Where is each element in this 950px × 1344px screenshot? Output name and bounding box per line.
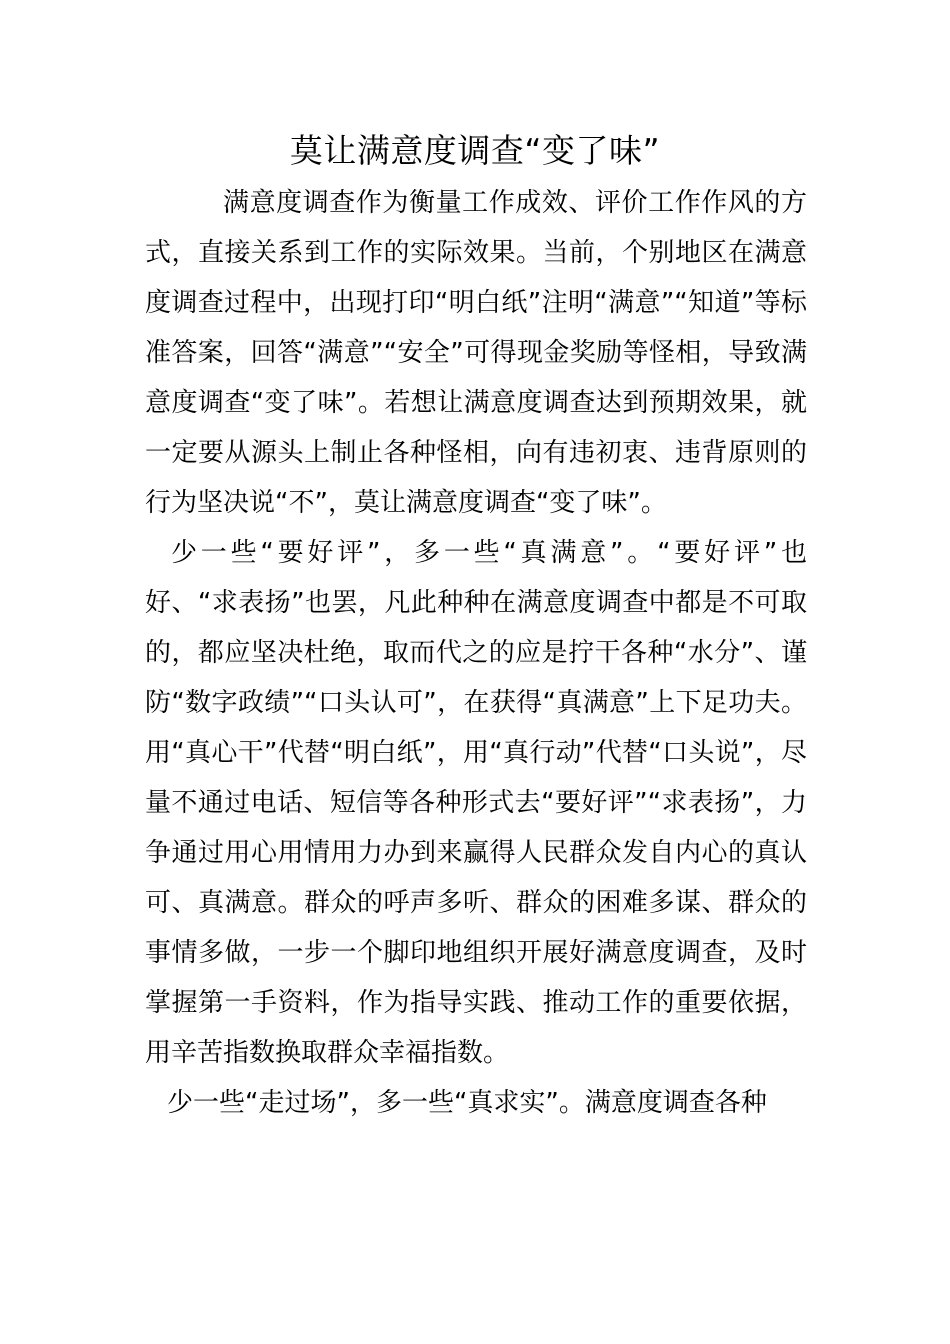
paragraph-intro: 满意度调查作为衡量工作成效、评价工作作风的方式，直接关系到工作的实际效果。当前，个别地区在满意度调查过程中，出现打印“明白纸”注明“满意”“知道”等标准答案，回答“满意”“安全”可得现金奖励等怪相，导致满意度调查“变了味”。若想让满意度调查达到预期效果，就一定要从源头上制止各种怪相，向有违初衷、违背原则的行为坚决说“不”，莫让满意度调查“变了味”。 xyxy=(145,188,807,518)
document-title: 莫让满意度调查“变了味” xyxy=(289,131,661,170)
paragraph-true-satisfaction: 少一些“要好评”，多一些“真满意”。“要好评”也好、“求表扬”也罢，凡此种种在满意度调查中都是不可取的，都应坚决杜绝，取而代之的应是拧干各种“水分”、谨防“数字政绩”“口头认可”，在获得“真满意”上下足功夫。用“真心干”代替“明白纸”，用“真行动”代替“口头说”，尽量不通过电话、短信等各种形式去“要好评”“求表扬”，力争通过用心用情用力办到来赢得人民群众发自内心的真认可、真满意。群众的呼声多听、群众的困难多谋、群众的事情多做，一步一个脚印地组织开展好满意度调查，及时掌握第一手资料，作为指导实践、推动工作的重要依据，用辛苦指数换取群众幸福指数。 xyxy=(145,538,807,1068)
document-body xyxy=(145,178,807,1128)
paragraph-seek-truth: 少一些“走过场”，多一些“真求实”。满意度调查各种 xyxy=(167,1088,767,1118)
